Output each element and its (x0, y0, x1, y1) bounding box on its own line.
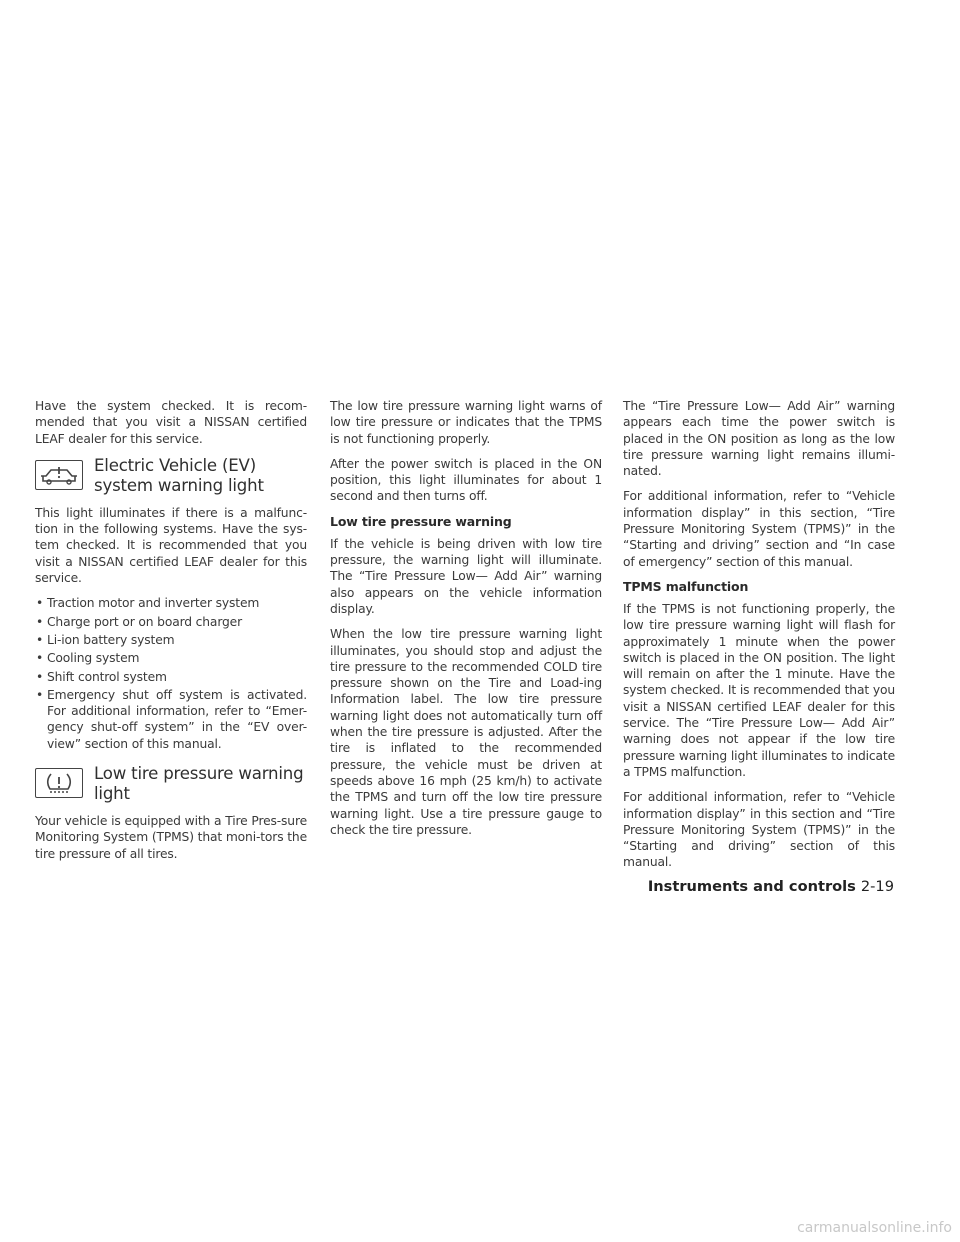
list-item: • Charge port or on board charger (35, 614, 307, 630)
paragraph: The “Tire Pressure Low— Add Air” warning appears each time the power switch is placed in the ON position as long as the low tire pressure warning light remains illumi-nated. (623, 399, 895, 479)
list-item: • Traction motor and inverter system (35, 595, 307, 611)
subheading-tpms-malfunction: TPMS malfunction (623, 578, 749, 594)
paragraph: When the low tire pressure warning light illuminates, you should stop and adjust the tire pressure to the recommended COLD tire pressure shown on the Tire and Load-ing Information label. The low tire pressure warning light does not automatically turn off when the tire pressure is adjusted. After the tire is inflated to the recommended pressure, the vehicle must be driven at speeds above 16 mph (25 km/h) to activate the TPMS and turn off the low tire pressure warning light. Use a tire pressure gauge to check the tire pressure. (330, 627, 602, 837)
intro-paragraph: Have the system checked. It is recom-mended that you visit a NISSAN certified LEAF dealer for this service. (35, 399, 307, 446)
ev-system-heading-text: Electric Vehicle (EV) system warning light (94, 455, 264, 495)
tpms-heading (35, 764, 307, 804)
tpms-paragraph: Your vehicle is equipped with a Tire Pres-sure Monitoring System (TPMS) that moni-tors the tire pressure of all tires. (35, 814, 307, 861)
ev-system-paragraph: This light illuminates if there is a malfunc-tion in the following systems. Have the sys-tem checked. It is recommended that you visit a NISSAN certified LEAF dealer for this service. (35, 505, 307, 586)
paragraph: If the vehicle is being driven with low tire pressure, the warning light will illuminate. The “Tire Pressure Low— Add Air” warning also appears on the vehicle information display. (330, 536, 602, 616)
page-footer (648, 878, 894, 895)
paragraph: The low tire pressure warning light warns of low tire pressure or indicates that the TPMS is not functioning properly. (330, 399, 602, 446)
column-1 (35, 398, 307, 871)
paragraph: After the power switch is placed in the ON position, this light illuminates for about 1 second and then turns off. (330, 456, 602, 504)
subheading-low-tire-pressure-warning: Low tire pressure warning (330, 513, 512, 529)
ev-system-warning-icon (35, 460, 83, 490)
list-item: • Shift control system (35, 669, 307, 685)
paragraph: For additional information, refer to “Vehicle information display” in this section, “Tire Pressure Monitoring System (TPMS)” in the “Starting and driving” section and “In case of emergency” section of this manual. (623, 489, 895, 569)
paragraph: If the TPMS is not functioning properly, the low tire pressure warning light will flash for approximately 1 minute when the power switch is placed in the ON position. The light will remain on after the 1 minute. Have the system checked. It is recommended that you visit a NISSAN certified LEAF dealer for this service. The “Tire Pressure Low— Add Air” warning does not appear if the low tire pressure warning light illuminates to indicate a TPMS malfunction. (623, 601, 895, 779)
list-item: • Li-ion battery system (35, 632, 307, 648)
column-2 (330, 398, 602, 847)
paragraph: For additional information, refer to “Vehicle information display” in this section and “Tire Pressure Monitoring System (TPMS)” in the “Starting and driving” section of this manual. (623, 790, 895, 870)
low-tire-pressure-icon (35, 768, 83, 798)
list-item: • Cooling system (35, 650, 307, 666)
watermark: carmanualsonline.info (797, 1220, 952, 1236)
column-3 (623, 398, 895, 880)
list-item: • Emergency shut off system is activated. For additional information, refer to “Emer-gency shut-off system” in the “EV over-view” section of this manual. (35, 687, 307, 752)
footer-section-title: Instruments and controls (647, 878, 856, 895)
ev-system-heading (35, 456, 307, 496)
ev-system-list (35, 595, 307, 752)
tpms-heading-text: Low tire pressure warning light (94, 764, 304, 804)
page-number: 2-19 (860, 878, 894, 895)
